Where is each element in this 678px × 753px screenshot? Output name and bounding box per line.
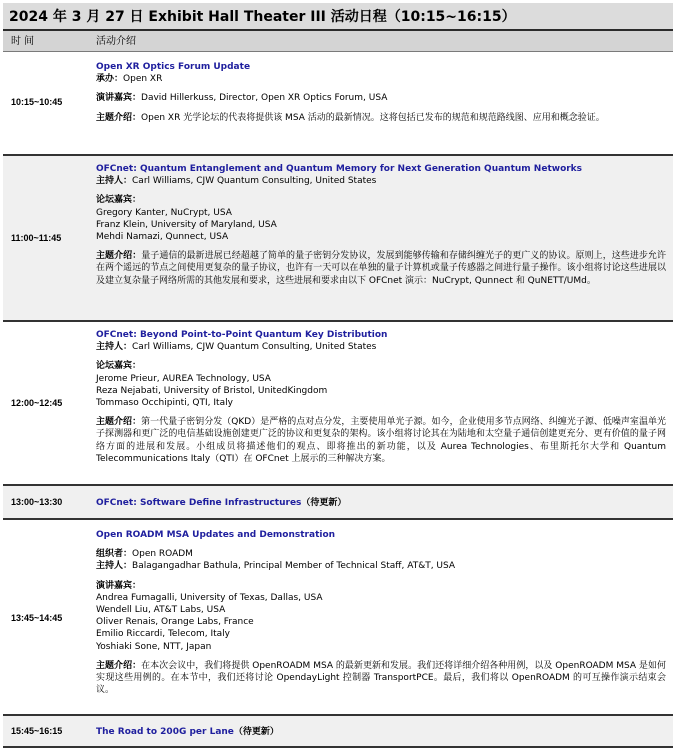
- column-header-description: 活动介绍: [96, 36, 136, 47]
- session-time: 15:45~16:15: [11, 726, 63, 736]
- speaker: Emilio Riccardi, Telecom, Italy: [96, 629, 230, 640]
- table-header: [3, 31, 673, 52]
- session-content: [96, 163, 666, 287]
- session-time: 13:45~14:45: [11, 613, 63, 623]
- session-title-line: [96, 497, 666, 509]
- host-label: 承办：: [96, 74, 124, 85]
- intro-text: 量子通信的最新进展已经超越了简单的量子密钥分发协议，发展到能够传输和存储纠缠光子的更广义的协议。原则上，这些进步允许在两个遥远的节点之间使用更复杂的量子协议，也许有一天可以在单独的量子计算机或量子传感器之间进行量子操作。该小组将讨论这些进展以及建立复杂量子网络所需的其他发展和要求，这些进展和要求由以下 OFCnet 演示：NuCrypt, Qunnect 和 QuNETT/UMd。: [96, 251, 666, 286]
- host-line: [96, 73, 666, 85]
- speaker: Yoshiaki Sone, NTT, Japan: [96, 641, 212, 652]
- intro-label: 主题介绍：: [96, 251, 142, 262]
- intro-paragraph: [96, 416, 666, 465]
- page-title: 2024 年 3 月 27 日 Exhibit Hall Theater III 活动日程（10:15~16:15）: [3, 3, 673, 31]
- host-line: [96, 341, 666, 353]
- pending-tag: （待更新）: [301, 498, 347, 508]
- speaker-line: [96, 92, 666, 104]
- host-value: Carl Williams, CJW Quantum Consulting, United States: [132, 342, 377, 353]
- session-time: 11:00~11:45: [11, 233, 62, 243]
- intro-label: 主题介绍：: [96, 112, 142, 123]
- intro-paragraph: [96, 250, 666, 287]
- host-line: [96, 560, 666, 572]
- session-content: [96, 529, 666, 696]
- session-row: [3, 716, 673, 748]
- pending-tag: （待更新）: [233, 727, 279, 737]
- organizer-line: [96, 548, 666, 560]
- host-label: 主持人：: [96, 561, 133, 572]
- panelist: Jerome Prieur, AUREA Technology, USA: [96, 373, 271, 384]
- session-row: [3, 486, 673, 520]
- host-label: 主持人：: [96, 342, 133, 353]
- session-row: [3, 322, 673, 486]
- host-value: Open XR: [123, 74, 163, 85]
- session-row: [3, 520, 673, 716]
- panelist: Franz Klein, University of Maryland, USA: [96, 219, 277, 230]
- session-title-line: [96, 726, 666, 738]
- host-label: 主持人：: [96, 176, 133, 187]
- session-title: OFCnet: Software Define Infrastructures: [96, 498, 302, 508]
- intro-label: 主题介绍：: [96, 660, 142, 671]
- speaker: Wendell Liu, AT&T Labs, USA: [96, 605, 226, 616]
- speaker-label: 演讲嘉宾：: [96, 580, 142, 591]
- intro-paragraph: [96, 112, 666, 124]
- session-content: [96, 329, 666, 465]
- session-title: Open XR Optics Forum Update: [96, 62, 251, 72]
- speaker: Oliver Renais, Orange Labs, France: [96, 617, 254, 628]
- intro-text: 在本次会议中，我们将提供 OpenROADM MSA 的最新更新和发展。我们还将详细介绍各种用例，以及 OpenROADM MSA 是如何实现这些用例的。在本节中，我们还将讨论 OpendayLight 控制器 TransportPCE。最后，我们将以 OpenROADM 的可互操作演示结束会议。: [96, 660, 666, 696]
- intro-paragraph: [96, 660, 666, 697]
- speaker-label: 演讲嘉宾：: [96, 93, 142, 104]
- intro-label: 主题介绍：: [96, 417, 142, 428]
- host-value: Balagangadhar Bathula, Principal Member of Technical Staff, AT&T, USA: [132, 561, 456, 572]
- panelist: Mehdi Namazi, Qunnect, USA: [96, 232, 229, 243]
- session-content: [96, 61, 666, 124]
- session-title: The Road to 200G per Lane: [96, 727, 234, 737]
- panelist: Tommaso Occhipinti, QTI, Italy: [96, 398, 233, 409]
- host-line: [96, 175, 666, 187]
- panel-label: 论坛嘉宾：: [96, 195, 142, 206]
- session-time: 12:00~12:45: [11, 398, 63, 408]
- panelist: Gregory Kanter, NuCrypt, USA: [96, 207, 232, 218]
- session-time: 13:00~13:30: [11, 497, 63, 507]
- speaker: Andrea Fumagalli, University of Texas, Dallas, USA: [96, 592, 323, 603]
- session-time: 10:15~10:45: [11, 97, 63, 107]
- session-row: [3, 52, 673, 156]
- intro-text: 第一代量子密钥分发（QKD）是严格的点对点分发，主要使用单光子源。如今，企业使用多节点网络、纠缠光子源、低噪声室温单光子探测器和更广泛的电信基础设施创建更广泛的协议和更复杂的架构。该小组将讨论其在为陆地和太空量子通信创建更充分、更有价值的量子网络方面的进展和发展。小组成员将描述他们的观点、即将推出的新功能，以及 Aurea Technologies、布里斯托尔大学和 Quantum Telecommunications Italy（QTI）在 OFCnet 上展示的三种解决方案。: [96, 417, 666, 464]
- host-value: Carl Williams, CJW Quantum Consulting, United States: [132, 176, 377, 187]
- session-content: [96, 497, 666, 509]
- organizer-value: Open ROADM: [132, 549, 193, 560]
- organizer-label: 组织者：: [96, 549, 133, 560]
- panelist: Reza Nejabati, University of Bristol, UnitedKingdom: [96, 385, 328, 396]
- session-title: OFCnet: Beyond Point-to-Point Quantum Key Distribution: [96, 330, 388, 340]
- session-title: OFCnet: Quantum Entanglement and Quantum Memory for Next Generation Quantum Networks: [96, 164, 583, 174]
- column-header-time: 时 间: [11, 36, 35, 47]
- session-row: [3, 156, 673, 322]
- speaker-value: David Hillerkuss, Director, Open XR Optics Forum, USA: [141, 93, 388, 104]
- panel-label: 论坛嘉宾：: [96, 361, 142, 372]
- session-title: Open ROADM MSA Updates and Demonstration: [96, 530, 336, 540]
- intro-text: Open XR 光学论坛的代表将提供该 MSA 活动的最新情况。这将包括已发布的规范和规范路线图、应用和概念验证。: [141, 112, 605, 123]
- session-content: [96, 726, 666, 738]
